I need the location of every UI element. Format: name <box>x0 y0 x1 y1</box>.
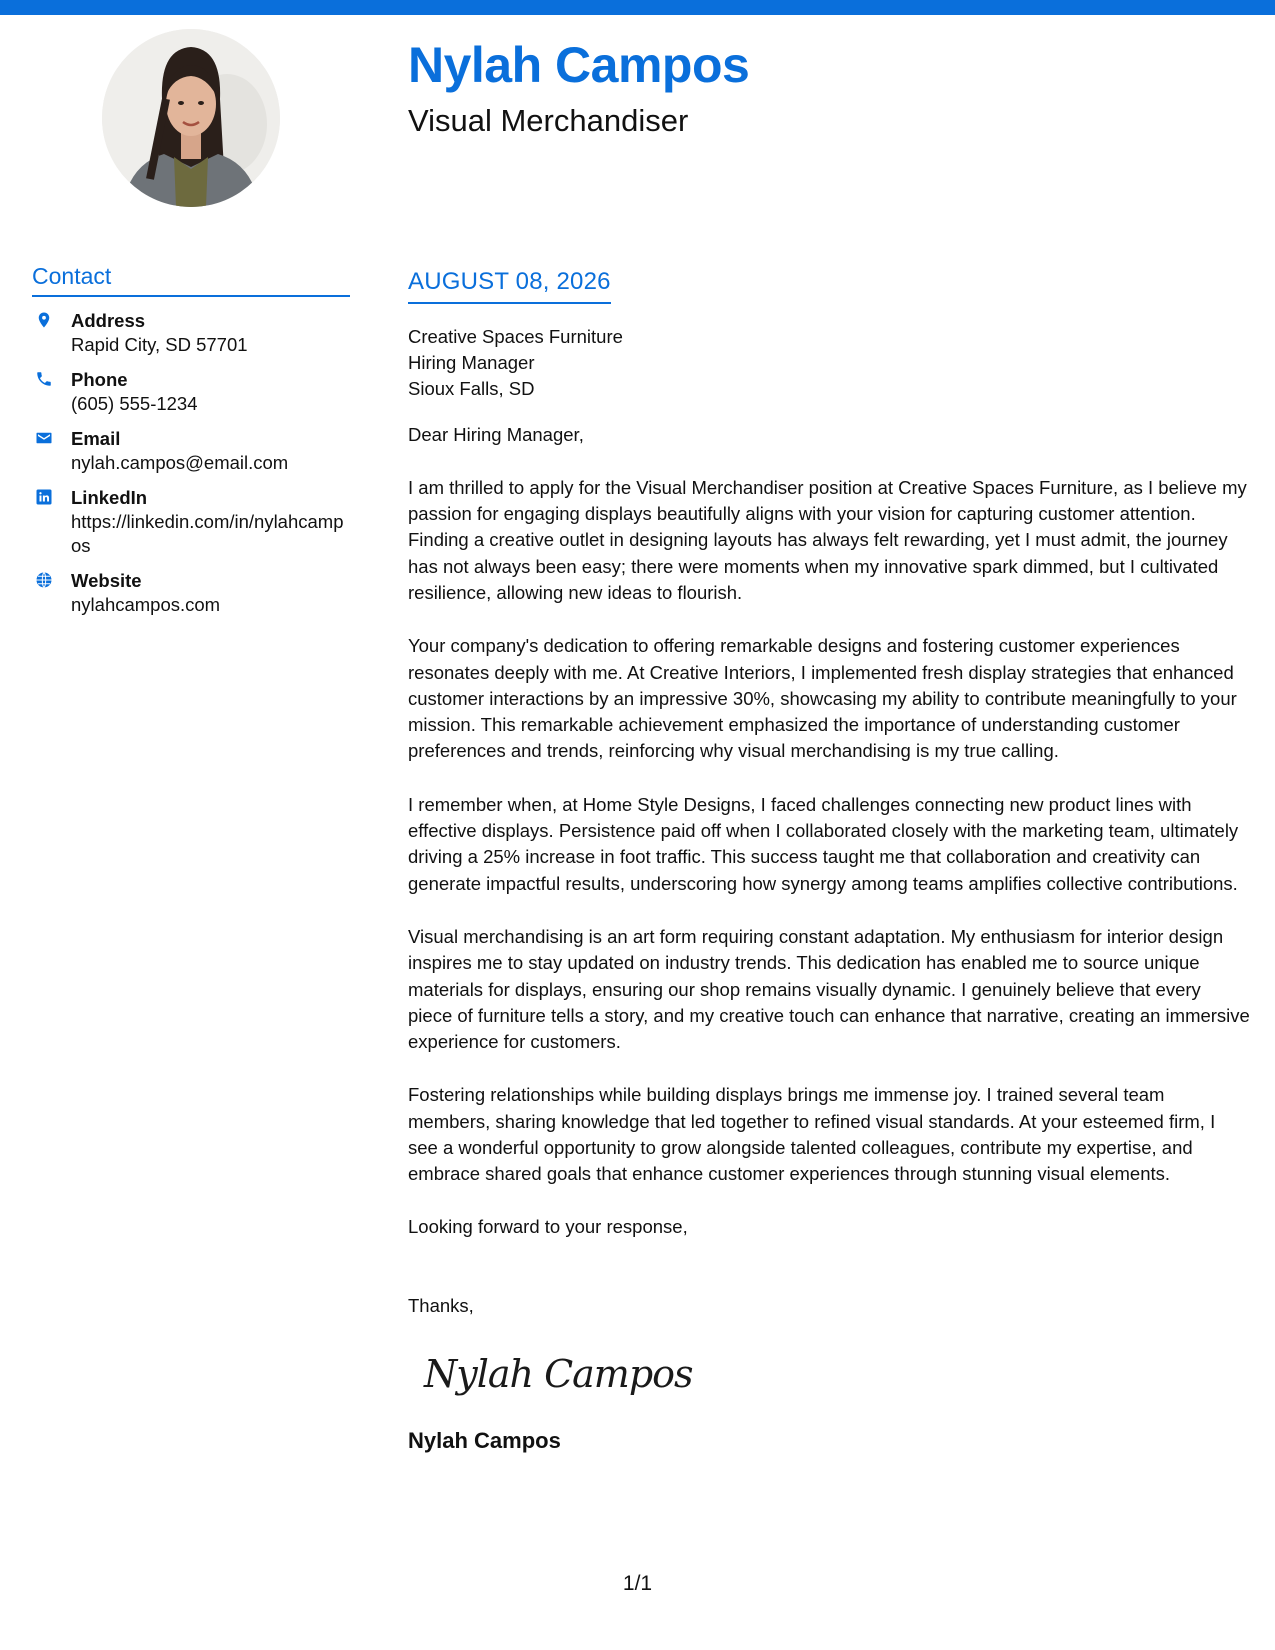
contact-sidebar <box>32 263 350 628</box>
applicant-name: Nylah Campos <box>408 37 750 93</box>
recipient-block <box>408 324 1250 402</box>
top-accent-bar <box>0 0 1275 15</box>
contact-value-linkedin[interactable]: https://linkedin.com/in/nylahcampos <box>71 510 344 556</box>
contact-label-address: Address <box>71 309 146 331</box>
linkedin-icon <box>35 488 53 506</box>
salutation: Dear Hiring Manager, <box>408 423 584 445</box>
contact-label-website: Website <box>71 569 142 591</box>
contact-value-email: nylah.campos@email.com <box>71 451 289 473</box>
contact-item-address <box>32 309 350 357</box>
profile-photo-illustration <box>102 29 280 207</box>
signoff-name: Nylah Campos <box>408 1427 561 1453</box>
recipient-location: Sioux Falls, SD <box>408 377 535 399</box>
contact-label-phone: Phone <box>71 368 128 390</box>
contact-item-email <box>32 427 350 475</box>
contact-heading: Contact <box>32 263 350 297</box>
globe-icon <box>35 571 53 589</box>
email-icon <box>35 429 53 447</box>
closing-line: Looking forward to your response, <box>408 1215 688 1237</box>
letter-paragraph: Your company's dedication to offering remarkable designs and fostering customer experiences resonates deeply with me. At Creative Interiors, I implemented fresh display strategies that enhanced customer interactions by an impressive 30%, showcasing my ability to contribute meaningfully to your mission. This remarkable achievement emphasized the importance of understanding customer preferences and trends, reinforcing why visual merchandising is my true calling. <box>408 635 1237 762</box>
letter-body <box>408 268 1250 1455</box>
thanks-line: Thanks, <box>408 1294 474 1316</box>
contact-item-phone <box>32 368 350 416</box>
applicant-job-title: Visual Merchandiser <box>408 103 689 138</box>
letter-paragraph: Fostering relationships while building displays brings me immense joy. I trained several team members, sharing knowledge that led together to refined visual standards. At your esteemed firm, I see a wonderful opportunity to grow alongside talented colleagues, contribute my expertise, and embrace shared goals that enhance customer experiences through stunning visual elements. <box>408 1084 1216 1185</box>
profile-photo <box>102 29 280 207</box>
letter-date: AUGUST 08, 2026 <box>408 268 611 304</box>
page-number: 1/1 <box>622 1572 653 1595</box>
contact-label-email: Email <box>71 427 121 449</box>
contact-item-website <box>32 569 350 617</box>
contact-value-phone: (605) 555-1234 <box>71 392 198 414</box>
location-pin-icon <box>35 311 53 329</box>
handwritten-signature: Nylah Campos <box>424 1351 693 1396</box>
recipient-role: Hiring Manager <box>408 351 535 373</box>
letter-paragraph: I remember when, at Home Style Designs, I faced challenges connecting new product lines with effective displays. Persistence paid off when I collaborated closely with the marketing team, ultimately driving a 25% increase in foot traffic. This success taught me that collaboration and creativity can generate impactful results, underscoring how synergy among teams amplifies collective contributions. <box>408 793 1239 894</box>
recipient-company: Creative Spaces Furniture <box>408 325 623 347</box>
contact-label-linkedin: LinkedIn <box>71 486 148 508</box>
phone-icon <box>35 370 53 388</box>
contact-value-website[interactable]: nylahcampos.com <box>71 593 221 615</box>
contact-item-linkedin <box>32 486 350 558</box>
contact-value-address: Rapid City, SD 57701 <box>71 333 248 355</box>
letter-paragraph: I am thrilled to apply for the Visual Merchandiser position at Creative Spaces Furniture, as I believe my passion for engaging displays beautifully aligns with your vision for capturing customer attention. Finding a creative outlet in designing layouts has always felt rewarding, yet I must admit, the journey has not always been easy; there were moments when my innovative spark dimmed, but I cultivated resilience, allowing new ideas to flourish. <box>408 476 1247 603</box>
letter-paragraph: Visual merchandising is an art form requiring constant adaptation. My enthusiasm for interior design inspires me to stay updated on industry trends. This dedication has enabled me to source unique materials for displays, ensuring our shop remains visually dynamic. I genuinely believe that every piece of furniture tells a story, and my creative touch can enhance that narrative, creating an immersive experience for customers. <box>408 925 1250 1053</box>
